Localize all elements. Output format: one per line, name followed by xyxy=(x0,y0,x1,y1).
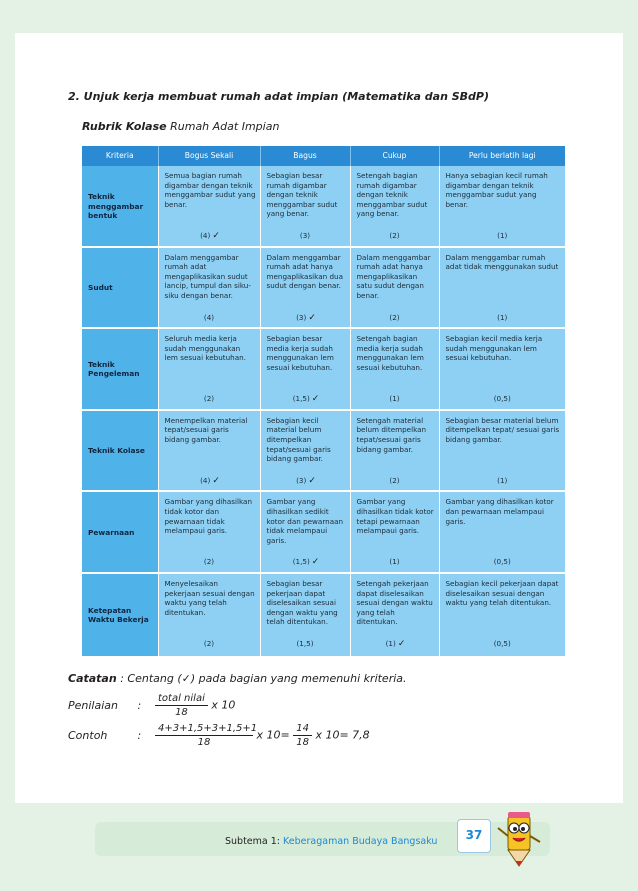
score-value: (1) xyxy=(497,312,508,322)
table-row xyxy=(82,410,565,492)
footer-accent: Keberagaman Budaya Bangsaku xyxy=(283,836,438,847)
rubric-cell xyxy=(158,247,260,329)
penilaian-denominator: 18 xyxy=(175,707,188,718)
score-value: (1,5) xyxy=(296,638,314,648)
cell-description: Sebagian besar material belum ditempelkan tepat/ sesuai garis bidang gambar. xyxy=(445,415,560,444)
contoh-label: Contoh xyxy=(68,728,108,742)
cell-description: Gambar yang dihasilkan kotor dan pewarnaan melampaui garis. xyxy=(445,497,554,526)
penilaian-colon: : xyxy=(137,698,142,712)
header-bagus: Bagus xyxy=(260,146,350,166)
cell-score xyxy=(165,394,256,405)
checkmark-icon: ✓ xyxy=(311,557,320,568)
cell-score xyxy=(357,557,435,568)
cell-description: Sebagian besar media kerja sudah menggunakan lem sesuai kebutuhan. xyxy=(266,334,334,372)
contoh-numerator-2: 14 xyxy=(293,722,312,736)
cell-score xyxy=(165,557,256,568)
cell-description: Setengah pekerjaan dapat diselesaikan sesuai dengan waktu yang telah ditentukan. xyxy=(356,578,433,627)
cell-score xyxy=(357,476,435,487)
footer-subtheme xyxy=(225,836,437,847)
cell-score xyxy=(165,639,256,650)
rubric-table xyxy=(82,146,565,658)
checkmark-icon: ✓ xyxy=(308,475,316,486)
cell-description: Gambar yang dihasilkan tidak kotor dan pewarnaan tidak melampaui garis. xyxy=(164,497,252,536)
cell-description: Gambar yang dihasilkan sedikit kotor dan pewarnaan tidak melampaui garis. xyxy=(266,497,344,545)
cell-description: Seluruh media kerja sudah menggunakan lem sesuai kebutuhan. xyxy=(164,334,246,363)
cell-score xyxy=(267,313,346,324)
table-row xyxy=(82,166,565,247)
rubric-cell xyxy=(350,328,439,410)
rubric-cell xyxy=(158,410,260,492)
left-margin-strip xyxy=(0,33,15,803)
cell-description: Setengah bagian rumah digambar dengan teknik menggambar sudut yang benar. xyxy=(356,171,428,219)
cell-description: Sebagian kecil media kerja sudah menggunakan lem sesuai kebutuhan. xyxy=(445,334,543,363)
criterion-cell: Sudut xyxy=(82,247,158,329)
cell-description: Semua bagian rumah digambar dengan teknik menggambar sudut yang benar. xyxy=(164,171,256,209)
rubric-cell xyxy=(350,166,439,247)
score-value: (2) xyxy=(389,475,400,485)
rubric-cell xyxy=(350,491,439,573)
penilaian-tail: x 10 xyxy=(211,698,236,712)
header-kriteria: Kriteria xyxy=(82,146,158,166)
score-value: (3) xyxy=(296,475,307,485)
criterion-cell: Pewarnaan xyxy=(82,491,158,573)
criterion-cell: Ketepatan Waktu Bekerja xyxy=(82,573,158,657)
checkmark-icon: ✓ xyxy=(308,312,316,323)
rubric-cell xyxy=(350,410,439,492)
cell-score xyxy=(267,394,346,405)
cell-score xyxy=(357,639,435,650)
rubric-cell xyxy=(260,328,350,410)
cell-score xyxy=(446,557,562,568)
contoh-denominator-1: 18 xyxy=(197,737,211,748)
cell-description: Sebagian kecil material belum ditempelkan tepat/sesuai garis bidang gambar. xyxy=(266,415,331,464)
score-value: (1) xyxy=(497,231,508,240)
rubric-cell xyxy=(260,166,350,247)
score-value: (4) xyxy=(200,475,211,485)
cell-description: Menyelesaikan pekerjaan sesuai dengan waktu yang telah ditentukan. xyxy=(164,578,255,617)
criterion-cell: Teknik Pengeleman xyxy=(82,328,158,410)
header-perlu-berlatih: Perlu berlatih lagi xyxy=(439,146,565,166)
rubric-cell xyxy=(158,491,260,573)
footer-prefix: Subtema 1: xyxy=(225,836,280,847)
penilaian-label: Penilaian xyxy=(68,698,118,712)
cell-score xyxy=(267,231,346,242)
score-value: (1) xyxy=(389,557,400,567)
rubric-cell xyxy=(439,166,565,247)
score-value: (0,5) xyxy=(493,557,511,567)
rubric-title-bold: Rubrik Kolase xyxy=(82,120,167,133)
checkmark-icon: ✓ xyxy=(397,638,406,649)
score-value: (1,5) xyxy=(292,557,310,567)
cell-score xyxy=(165,476,256,487)
rubric-cell xyxy=(158,166,260,247)
score-value: (0,5) xyxy=(493,394,511,404)
cell-score xyxy=(446,394,562,405)
score-value: (3) xyxy=(296,312,307,322)
rubric-cell xyxy=(158,573,260,657)
cell-description: Dalam menggambar rumah adat hanya mengaplikasikan dua sudut dengan benar. xyxy=(266,252,343,291)
rubric-cell xyxy=(350,247,439,329)
score-value: (3) xyxy=(299,231,311,240)
rubric-cell xyxy=(439,491,565,573)
contoh-mid: x 10= xyxy=(256,728,290,742)
rubric-cell xyxy=(260,410,350,492)
cell-score xyxy=(446,313,562,324)
cell-score xyxy=(165,231,256,242)
cell-score xyxy=(357,394,435,405)
rubric-cell xyxy=(260,247,350,329)
cell-score xyxy=(267,557,346,568)
rubric-title-rest: Rumah Adat Impian xyxy=(170,120,280,133)
cell-score xyxy=(446,476,562,487)
cell-description: Setengah material belum ditempelkan tepat/sesuai garis bidang gambar. xyxy=(356,415,427,454)
right-margin-strip xyxy=(623,33,638,803)
score-value: (2) xyxy=(203,557,215,567)
contoh-denominator-2: 18 xyxy=(296,737,309,748)
score-value: (0,5) xyxy=(493,638,511,648)
cell-score xyxy=(446,639,562,650)
score-value: (1) xyxy=(385,638,396,648)
table-row xyxy=(82,491,565,573)
checkmark-icon: ✓ xyxy=(311,394,320,405)
note-label: Catatan xyxy=(68,672,117,685)
cell-description: Menempelkan material tepat/sesuai garis bidang gambar. xyxy=(164,415,248,444)
rubric-cell xyxy=(439,573,565,657)
checkmark-icon: ✓ xyxy=(212,475,220,486)
contoh-tail: x 10= 7,8 xyxy=(315,728,370,742)
section-heading: 2. Unjuk kerja membuat rumah adat impian (Matematika dan SBdP) xyxy=(68,90,489,103)
score-value: (1) xyxy=(497,475,508,485)
header-bagus-sekali: Bogus Sekali xyxy=(158,146,260,166)
cell-score xyxy=(267,476,346,487)
table-row xyxy=(82,247,565,329)
rubric-cell xyxy=(439,410,565,492)
penilaian-fraction xyxy=(155,692,208,719)
rubric-title xyxy=(82,120,279,133)
header-cukup: Cukup xyxy=(350,146,439,166)
cell-description: Setengah bagian media kerja sudah menggunakan lem sesuai kebutuhan. xyxy=(356,334,424,372)
cell-description: Sebagian kecil pekerjaan dapat diselesaikan sesuai dengan waktu yang telah ditentukan. xyxy=(445,578,559,608)
cell-score xyxy=(165,313,256,324)
score-value: (1) xyxy=(389,394,400,404)
rubric-cell xyxy=(350,573,439,657)
pencil-mascot-icon xyxy=(490,808,548,870)
cell-description: Dalam menggambar rumah adat mengaplikasikan sudut lancip, tumpul dan siku-siku dengan benar. xyxy=(164,252,251,300)
score-value: (4) xyxy=(200,231,211,240)
contoh-fraction-2 xyxy=(293,722,312,749)
contoh-numerator-1: 4+3+1,5+3+1,5+1 xyxy=(155,722,253,736)
table-row xyxy=(82,573,565,657)
cell-description: Sebagian besar rumah digambar dengan teknik menggambar sudut yang benar. xyxy=(266,171,338,219)
score-value: (4) xyxy=(203,312,215,322)
note xyxy=(68,672,407,685)
cell-description: Gambar yang dihasilkan tidak kotor tetapi pewarnaan melampaui garis. xyxy=(356,497,434,536)
rubric-cell xyxy=(439,328,565,410)
contoh-formula xyxy=(68,722,370,749)
penilaian-formula xyxy=(68,692,235,719)
contoh-colon: : xyxy=(137,728,142,742)
criterion-cell: Teknik Kolase xyxy=(82,410,158,492)
note-text: : Centang (✓) pada bagian yang memenuhi kriteria. xyxy=(120,672,407,685)
top-band xyxy=(0,0,638,33)
checkmark-icon: ✓ xyxy=(212,231,220,241)
rubric-cell xyxy=(260,491,350,573)
criterion-cell: Teknik menggambar bentuk xyxy=(82,166,158,247)
cell-score xyxy=(267,639,346,650)
cell-score xyxy=(357,231,435,242)
cell-description: Hanya sebagian kecil rumah digambar dengan teknik menggambar sudut yang benar. xyxy=(445,171,548,209)
score-value: (2) xyxy=(389,312,400,322)
contoh-fraction-1 xyxy=(155,722,258,749)
table-header-row xyxy=(82,146,565,166)
rubric-cell xyxy=(158,328,260,410)
cell-description: Sebagian besar pekerjaan dapat diselesaikan sesuai dengan waktu yang telah ditentukan. xyxy=(266,578,338,627)
score-value: (2) xyxy=(389,231,400,240)
table-row xyxy=(82,328,565,410)
rubric-cell xyxy=(260,573,350,657)
score-value: (2) xyxy=(203,638,215,648)
score-value: (1,5) xyxy=(292,394,310,404)
score-value: (2) xyxy=(203,394,215,404)
cell-score xyxy=(357,313,435,324)
rubric-cell xyxy=(439,247,565,329)
penilaian-numerator: total nilai xyxy=(155,692,208,706)
cell-description: Dalam menggambar rumah adat tidak menggunakan sudut xyxy=(445,252,559,272)
cell-description: Dalam menggambar rumah adat hanya mengaplikasikan satu sudut dengan benar. xyxy=(356,252,431,300)
page-number: 37 xyxy=(457,819,491,853)
cell-score xyxy=(446,231,562,242)
